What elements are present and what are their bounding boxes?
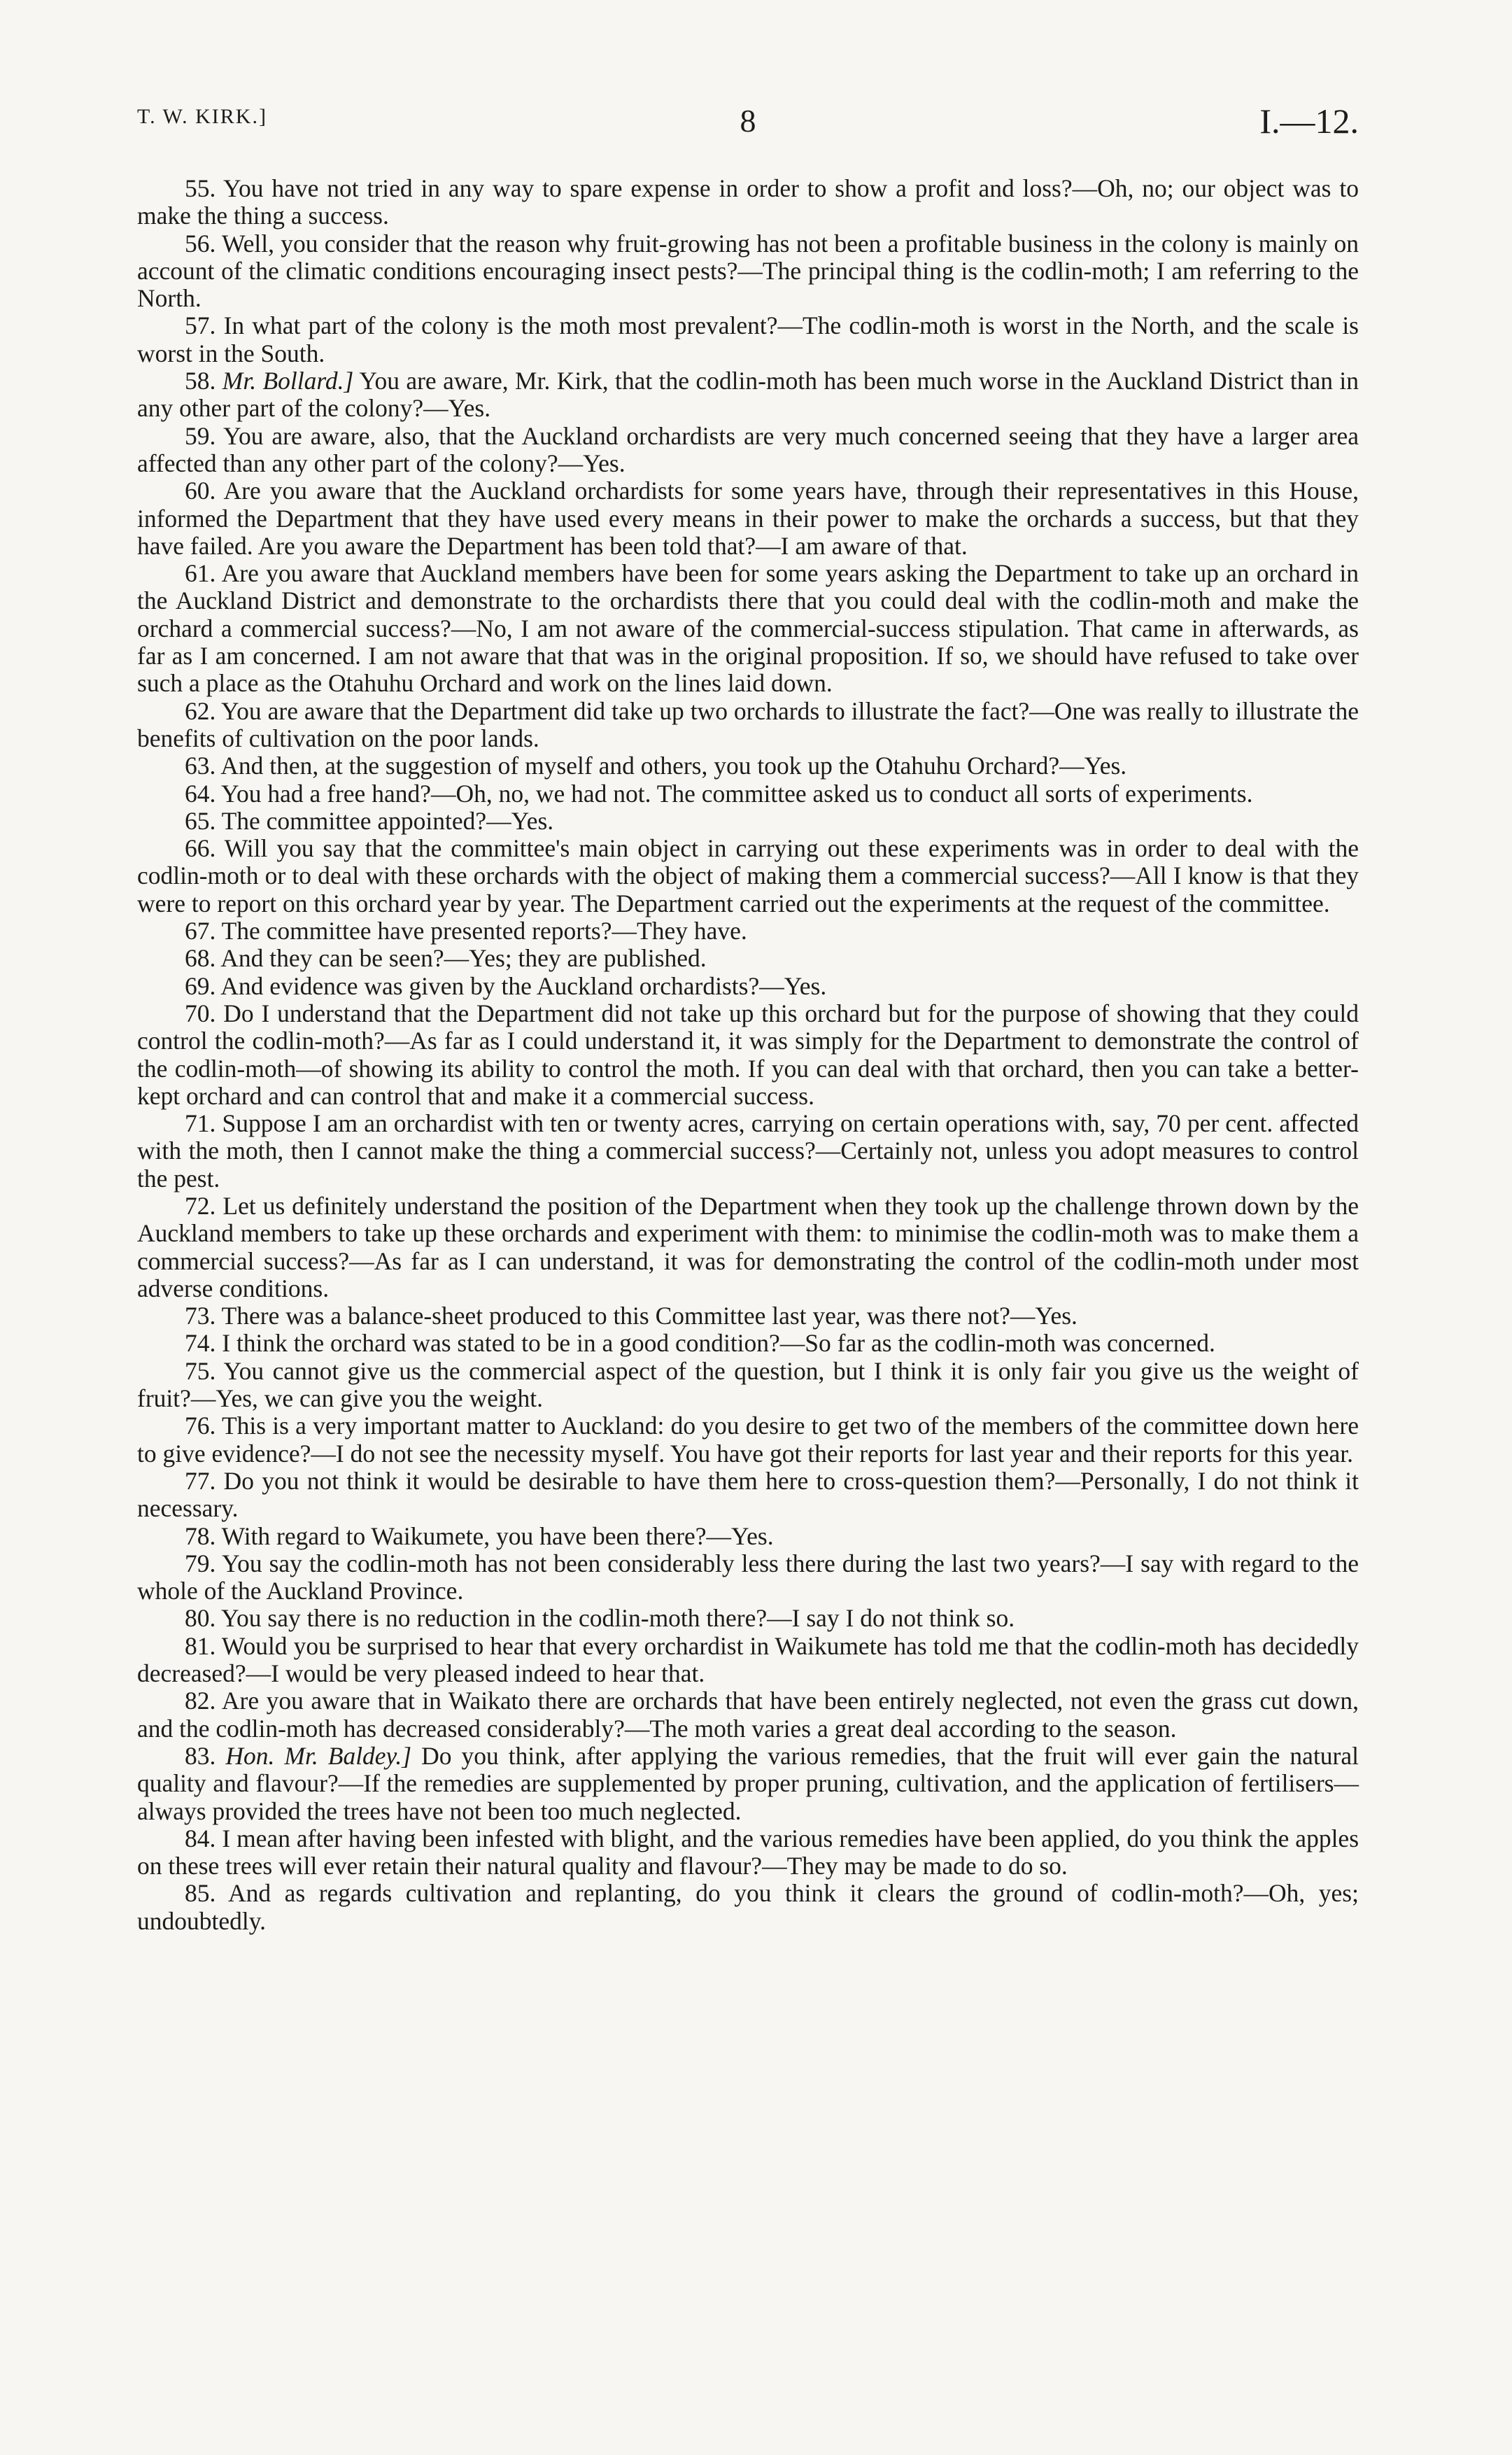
question-number: 78.: [185, 1521, 216, 1550]
question-answer-text: In what part of the colony is the moth most prevalent?—The codlin-moth is worst in the North, and the scale is worst in the South.: [137, 311, 1359, 367]
question-answer-text: Do you not think it would be desirable to have them here to cross-question them?—Personally, I do not think it necessary.: [137, 1466, 1359, 1523]
question-number: 58.: [185, 367, 216, 395]
question-answer-text: The committee appointed?—Yes.: [221, 806, 554, 835]
question-answer-text: You had a free hand?—Oh, no, we had not. The committee asked us to conduct all sorts of experiments.: [220, 779, 1253, 808]
speaker-name: Hon. Mr. Baldey.]: [225, 1741, 412, 1770]
question-number: 73.: [185, 1302, 216, 1330]
question-number: 60.: [185, 477, 216, 505]
evidence-body: [137, 175, 1359, 1935]
question-number: 57.: [185, 311, 216, 340]
question-number: 66.: [185, 834, 216, 863]
question-number: 84.: [185, 1824, 216, 1852]
question-number: 77.: [185, 1466, 216, 1495]
question-entry: [137, 1825, 1359, 1880]
question-number: 56.: [185, 229, 216, 258]
question-entry: [137, 477, 1359, 560]
question-entry: [137, 1193, 1359, 1302]
question-entry: [137, 1000, 1359, 1110]
speaker-name: Mr. Bollard.]: [222, 367, 354, 395]
question-answer-text: Are you aware that the Auckland orchardists for some years have, through their representatives in this House, informed the Department that they have used every means in their power to make the orchards a success, but that they have failed. Are you aware the Department has been told that?—I am aware of that.: [137, 477, 1359, 560]
question-entry: [137, 1330, 1359, 1357]
question-entry: [137, 1110, 1359, 1193]
question-answer-text: The committee have presented reports?—They have.: [221, 917, 747, 945]
question-entry: [137, 698, 1359, 753]
question-entry: [137, 1687, 1359, 1743]
question-entry: [137, 1633, 1359, 1688]
question-answer-text: Well, you consider that the reason why fruit-growing has not been a profitable business in the colony is mainly on account of the climatic conditions encouraging insect pests?—The principal thing is the codlin-moth; I am referring to the North.: [137, 229, 1359, 313]
question-entry: [137, 1743, 1359, 1825]
question-answer-text: You say the codlin-moth has not been considerably less there during the last two years?—I say with regard to the whole of the Auckland Province.: [137, 1549, 1359, 1605]
question-entry: [137, 752, 1359, 780]
question-entry: [137, 917, 1359, 945]
question-number: 76.: [185, 1412, 216, 1440]
question-entry: [137, 1468, 1359, 1523]
question-answer-text: Would you be surprised to hear that every orchardist in Waikumete has told me that the codlin-moth has decidedly decreased?—I would be very pleased indeed to hear that.: [137, 1631, 1359, 1688]
question-answer-text: And evidence was given by the Auckland orchardists?—Yes.: [220, 971, 827, 1000]
question-number: 63.: [185, 752, 216, 780]
question-number: 61.: [185, 559, 216, 588]
question-number: 67.: [185, 917, 216, 945]
question-entry: [137, 230, 1359, 313]
page-header: [137, 101, 1359, 147]
question-number: 55.: [185, 174, 216, 202]
question-entry: [137, 835, 1359, 917]
question-number: 59.: [185, 421, 216, 450]
question-entry: [137, 1358, 1359, 1413]
paper-reference: I.—12.: [1259, 101, 1359, 141]
question-answer-text: I think the orchard was stated to be in a good condition?—So far as the codlin-moth was concerned.: [222, 1329, 1215, 1358]
question-number: 85.: [185, 1879, 216, 1908]
question-number: 71.: [185, 1109, 216, 1138]
question-answer-text: And they can be seen?—Yes; they are published.: [220, 944, 707, 973]
question-number: 70.: [185, 999, 216, 1027]
question-entry: [137, 312, 1359, 367]
question-answer-text: You are aware that the Department did take up two orchards to illustrate the fact?—One was really to illustrate the benefits of cultivation on the poor lands.: [137, 696, 1359, 752]
question-number: 83.: [185, 1741, 216, 1770]
question-entry: [137, 175, 1359, 230]
witness-name: T. W. KIRK.]: [137, 105, 267, 128]
page-number: 8: [740, 103, 756, 139]
question-answer-text: And then, at the suggestion of myself and others, you took up the Otahuhu Orchard?—Yes.: [220, 752, 1127, 780]
question-number: 65.: [185, 806, 216, 835]
question-number: 62.: [185, 696, 216, 725]
question-number: 80.: [185, 1604, 216, 1633]
question-answer-text: With regard to Waikumete, you have been there?—Yes.: [221, 1521, 774, 1550]
question-entry: [137, 1302, 1359, 1330]
question-answer-text: Do you think, after applying the various remedies, that the fruit will ever gain the natural quality and flavour?—If the remedies are supplemented by proper pruning, cultivation, and the application of fertilisers—always provided the trees have not been too much neglected.: [137, 1741, 1359, 1825]
question-answer-text: I mean after having been infested with blight, and the various remedies have been applied, do you think the apples on these trees will ever retain their natural quality and flavour?—They may be made to do so.: [137, 1824, 1359, 1880]
question-entry: [137, 1550, 1359, 1605]
question-answer-text: Are you aware that in Waikato there are orchards that have been entirely neglected, not even the grass cut down, and the codlin-moth has decreased considerably?—The moth varies a great deal according to the season.: [137, 1687, 1359, 1743]
question-number: 81.: [185, 1631, 216, 1660]
question-answer-text: And as regards cultivation and replanting, do you think it clears the ground of codlin-moth?—Oh, yes; undoubtedly.: [137, 1879, 1359, 1935]
question-answer-text: You are aware, Mr. Kirk, that the codlin-moth has been much worse in the Auckland District than in any other part of the colony?—Yes.: [137, 367, 1359, 423]
question-entry: [137, 1880, 1359, 1935]
question-number: 82.: [185, 1687, 216, 1715]
question-entry: [137, 1412, 1359, 1468]
question-answer-text: Do I understand that the Department did not take up this orchard but for the purpose of showing that they could control the codlin-moth?—As far as I could understand it, it was simply for the Department to demonstrate the control of the codlin-moth—of showing its ability to control the moth. If you can deal with that orchard, then you can take a better-kept orchard and can control that and make it a commercial success.: [137, 999, 1359, 1110]
question-entry: [137, 367, 1359, 423]
question-number: 72.: [185, 1191, 216, 1220]
question-answer-text: You cannot give us the commercial aspect of the question, but I think it is only fair you give us the weight of fruit?—Yes, we can give you the weight.: [137, 1356, 1359, 1413]
question-answer-text: There was a balance-sheet produced to this Committee last year, was there not?—Yes.: [221, 1302, 1078, 1330]
question-answer-text: You have not tried in any way to spare expense in order to show a profit and loss?—Oh, no; our object was to make the thing a success.: [137, 174, 1359, 230]
question-number: 75.: [185, 1356, 216, 1385]
question-entry: [137, 973, 1359, 1000]
question-answer-text: You say there is no reduction in the codlin-moth there?—I say I do not think so.: [220, 1604, 1015, 1633]
question-number: 64.: [185, 779, 216, 808]
question-entry: [137, 1605, 1359, 1632]
question-entry: [137, 560, 1359, 697]
question-number: 68.: [185, 944, 216, 973]
question-entry: [137, 423, 1359, 478]
question-entry: [137, 780, 1359, 808]
question-answer-text: Suppose I am an orchardist with ten or twenty acres, carrying on certain operations with, say, 70 per cent. affected with the moth, then I cannot make the thing a commercial success?—Certainly not, unless you adopt measures to control the pest.: [137, 1109, 1359, 1193]
question-answer-text: You are aware, also, that the Auckland orchardists are very much concerned seeing that they have a larger area affected than any other part of the colony?—Yes.: [137, 421, 1359, 477]
question-answer-text: Are you aware that Auckland members have been for some years asking the Department to take up an orchard in the Auckland District and demonstrate to the orchardists there that you could deal with the codlin-moth and make the orchard a commercial success?—No, I am not aware of the commercial-success stipulation. That came in afterwards, as far as I am concerned. I am not aware that that was in the original proposition. If so, we should have refused to take over such a place as the Otahuhu Orchard and work on the lines laid down.: [137, 559, 1359, 698]
question-entry: [137, 1523, 1359, 1550]
question-answer-text: Will you say that the committee's main object in carrying out these experiments was in order to deal with the codlin-moth or to deal with these orchards with the object of making them a commercial success?—All I know is that they were to report on this orchard year by year. The Department carried out the experiments at the request of the committee.: [137, 834, 1359, 917]
question-answer-text: This is a very important matter to Auckland: do you desire to get two of the members of the committee down here to give evidence?—I do not see the necessity myself. You have got their reports for last year and their reports for this year.: [137, 1412, 1359, 1468]
question-entry: [137, 808, 1359, 835]
question-entry: [137, 945, 1359, 972]
question-answer-text: Let us definitely understand the position of the Department when they took up the challenge thrown down by the Auckland members to take up these orchards and experiment with them: to minimise the codlin-moth was to make them a commercial success?—As far as I can understand, it was for demonstrating the control of the codlin-moth under most adverse conditions.: [137, 1191, 1359, 1302]
question-number: 79.: [185, 1549, 216, 1577]
question-number: 74.: [185, 1329, 216, 1358]
question-number: 69.: [185, 971, 216, 1000]
